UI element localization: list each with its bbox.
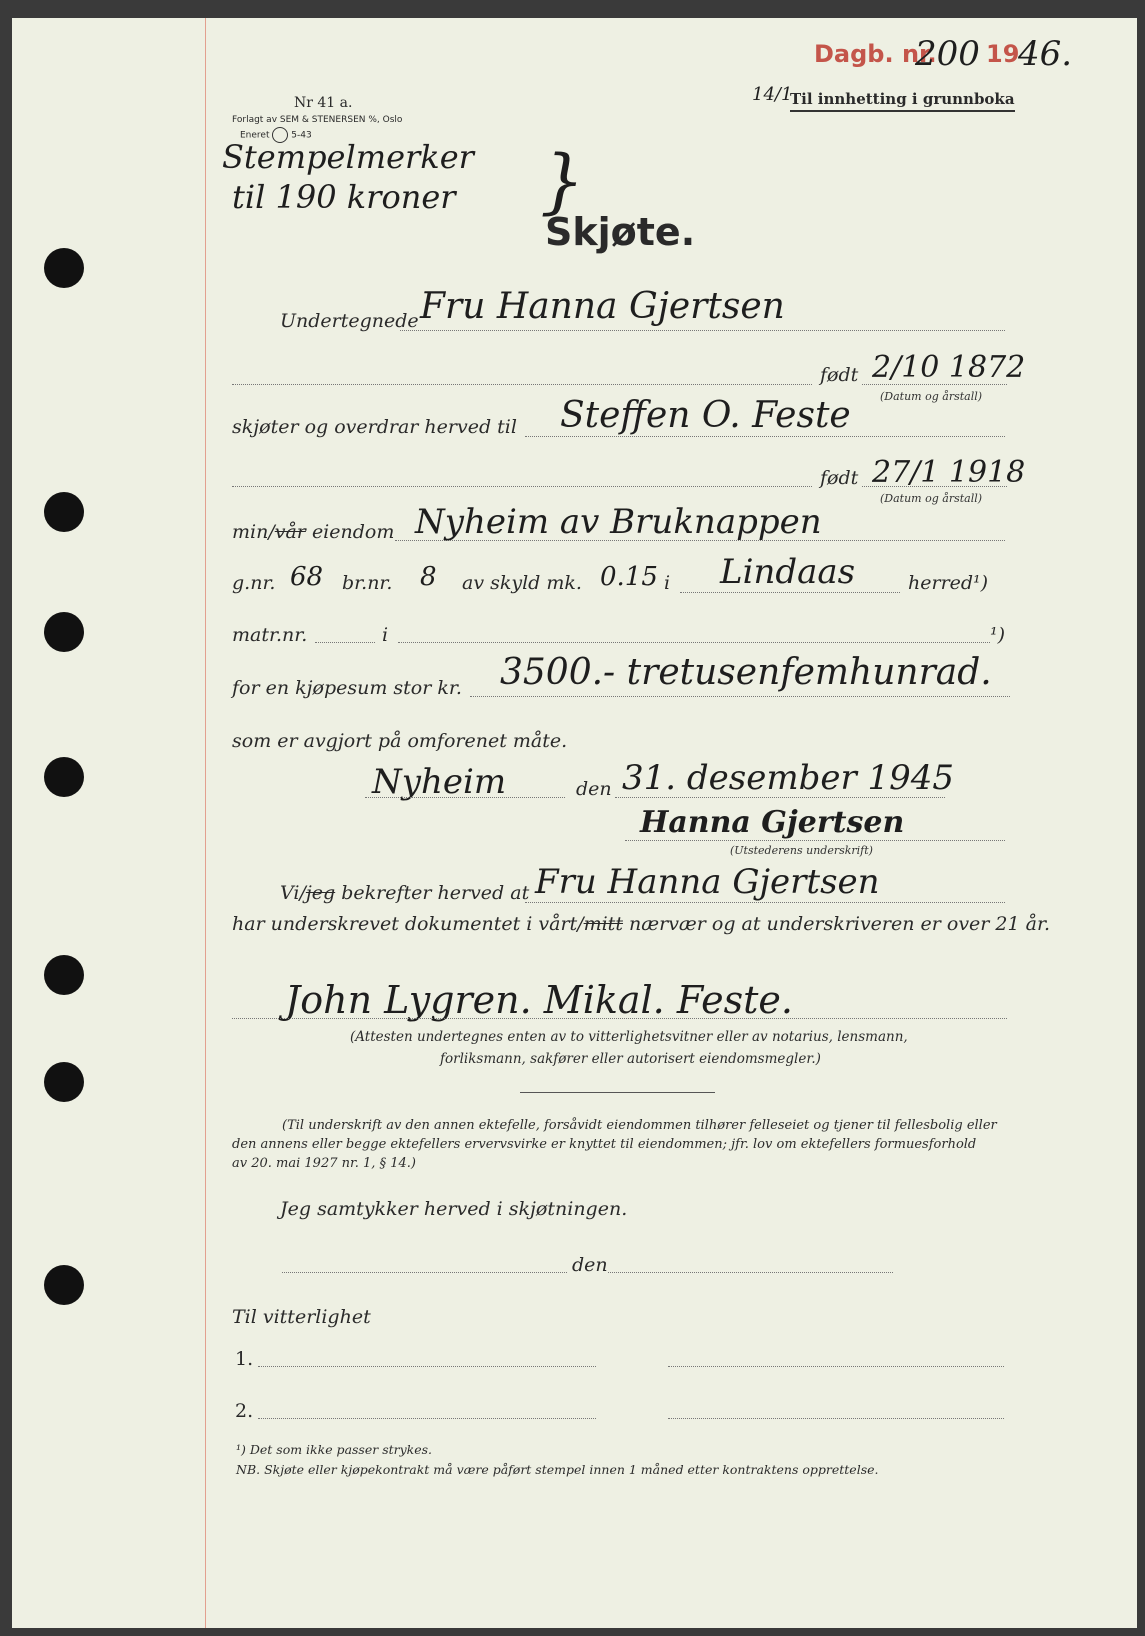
- price-line: [470, 696, 1010, 697]
- attest-line-2: [232, 913, 1050, 935]
- witness-2-line-a: [258, 1418, 596, 1419]
- date-line: [615, 797, 945, 798]
- issuer-line: [625, 840, 1005, 841]
- witness-1-label: 1.: [235, 1348, 254, 1370]
- issuer-hint: (Utstederens underskrift): [730, 844, 873, 857]
- punch-hole: [44, 248, 84, 288]
- journal-year: 46.: [1018, 34, 1073, 74]
- divider: [520, 1092, 715, 1093]
- witness-signatures-line: [232, 1018, 1007, 1019]
- born-line-2: [862, 486, 1007, 487]
- price-value: 3500.- tretusenfemhunrad.: [500, 652, 992, 693]
- skyld-label: av skyld mk.: [462, 572, 582, 594]
- date-hint-2: (Datum og årstall): [880, 492, 983, 505]
- attest-line2-struck: mitt: [583, 913, 623, 935]
- spouse-note-2: den annens eller begge ektefellers ervervsvirke er knyttet til eiendommen; jfr. lov om ektefellers formuesforhold: [232, 1137, 977, 1152]
- undersigned-name: Fru Hanna Gjertsen: [420, 286, 785, 327]
- margin-line: [205, 18, 206, 1628]
- property-label-eiendom: eiendom: [311, 521, 395, 543]
- footnote-1: ¹) Det som ikke passer strykes.: [236, 1442, 433, 1457]
- witness-2-line-b: [668, 1418, 1004, 1419]
- attest-line: [525, 902, 1005, 903]
- place: Nyheim: [372, 762, 507, 802]
- witness-1-line-a: [258, 1366, 596, 1367]
- stamp-note-line1: Stempelmerker: [222, 138, 474, 176]
- date-hint-1: (Datum og årstall): [880, 390, 983, 403]
- skyld-i-label: i: [664, 572, 671, 594]
- punch-hole: [44, 955, 84, 995]
- stamp-note-line2: til 190 kroner: [232, 178, 456, 216]
- attest-we-text: bekrefter herved at: [341, 882, 530, 904]
- form-edition: 5-43: [291, 130, 312, 141]
- punch-hole: [44, 1265, 84, 1305]
- witness-2-label: 2.: [235, 1400, 254, 1422]
- property-label: [232, 521, 394, 543]
- spouse-date-line: [608, 1272, 893, 1273]
- form-number: Nr 41 a.: [294, 95, 353, 111]
- born-line-1: [862, 384, 1007, 385]
- born-date-1: 2/10 1872: [872, 350, 1026, 385]
- herred-label: herred¹): [908, 572, 989, 594]
- matr-i-line: [398, 642, 990, 643]
- attest-note-2: forliksmann, sakfører eller autorisert eiendomsmegler.): [440, 1051, 821, 1067]
- herred-name: Lindaas: [720, 552, 856, 592]
- footnote-nb: NB. Skjøte eller kjøpekontrakt må være påført stempel innen 1 måned etter kontraktens opprettelse.: [236, 1462, 879, 1477]
- punch-hole: [44, 612, 84, 652]
- margin-mark: 14/1: [752, 84, 793, 105]
- spouse-note-3: av 20. mai 1927 nr. 1, § 14.): [232, 1156, 416, 1171]
- attest-signer-name: Fru Hanna Gjertsen: [535, 862, 880, 902]
- spouse-note-1: (Til underskrift av den annen ektefelle, forsåvidt eiendommen tilhører felleseiet og tjener til fellesbolig eller: [282, 1118, 997, 1133]
- matr-i-label: i: [382, 624, 389, 646]
- attest-line2-b: nærvær og at underskriveren er over 21 år.: [629, 913, 1051, 935]
- undersigned-line-2: [232, 384, 812, 385]
- skyld-value: 0.15: [600, 562, 658, 592]
- undersigned-line: [400, 330, 1005, 331]
- matr-label: matr.nr.: [232, 624, 308, 646]
- herred-line: [680, 592, 900, 593]
- punch-hole: [44, 1062, 84, 1102]
- deed-date: 31. desember 1945: [622, 758, 955, 798]
- attest-line2-a: har underskrevet dokumentet i vårt/: [232, 913, 584, 935]
- copyright-label: Eneret: [240, 130, 270, 141]
- property-label-struck: vår: [274, 521, 306, 543]
- place-line: [365, 797, 565, 798]
- born-label-2: født: [820, 467, 859, 489]
- gnr-value: 68: [290, 562, 324, 592]
- property-name: Nyheim av Bruknappen: [415, 502, 822, 542]
- bnr-label: br.nr.: [342, 572, 393, 594]
- witness-signatures: John Lygren. Mikal. Feste.: [285, 978, 793, 1022]
- page-title: Skjøte.: [545, 210, 696, 254]
- form-publisher: Forlagt av SEM & STENERSEN %, Oslo: [232, 115, 403, 125]
- spouse-den-label: den: [572, 1254, 608, 1276]
- agreed-text: som er avgjort på omforenet måte.: [232, 730, 568, 752]
- registration-note: Til innhetting i grunnboka: [790, 90, 1015, 112]
- journal-stamp-label: Dagb. nr.: [814, 40, 937, 68]
- witness-1-line-b: [668, 1366, 1004, 1367]
- attest-we-vi: Vi/: [280, 882, 306, 904]
- year-stamp-prefix: 19: [986, 40, 1020, 68]
- buyer-line: [525, 436, 1005, 437]
- born-label-1: født: [820, 364, 859, 386]
- buyer-name: Steffen O. Feste: [560, 395, 851, 436]
- date-den-label: den: [576, 778, 612, 800]
- transfers-label: skjøter og overdrar herved til: [232, 416, 517, 438]
- bnr-value: 8: [420, 562, 437, 592]
- property-label-min: min/: [232, 521, 275, 543]
- buyer-line-2: [232, 486, 812, 487]
- stamp-note-brace: }: [540, 140, 585, 222]
- witness-label: Til vitterlighet: [232, 1306, 371, 1328]
- matr-note: ¹): [990, 624, 1006, 646]
- spouse-place-line: [282, 1272, 567, 1273]
- matr-line: [315, 642, 375, 643]
- undersigned-label: Undertegnede: [280, 310, 419, 332]
- journal-number: 200: [915, 34, 980, 74]
- spouse-consent: Jeg samtykker herved i skjøtningen.: [280, 1198, 628, 1220]
- attest-we: [280, 882, 529, 904]
- issuer-signature: Hanna Gjertsen: [640, 805, 905, 840]
- attest-note-1: (Attesten undertegnes enten av to vitterlighetsvitner eller av notarius, lensmann,: [350, 1029, 908, 1045]
- born-date-2: 27/1 1918: [872, 455, 1026, 490]
- attest-we-struck: jeg: [305, 882, 336, 904]
- document-page: [12, 18, 1137, 1628]
- punch-hole: [44, 492, 84, 532]
- gnr-label: g.nr.: [232, 572, 276, 594]
- price-label: for en kjøpesum stor kr.: [232, 677, 462, 699]
- punch-hole: [44, 757, 84, 797]
